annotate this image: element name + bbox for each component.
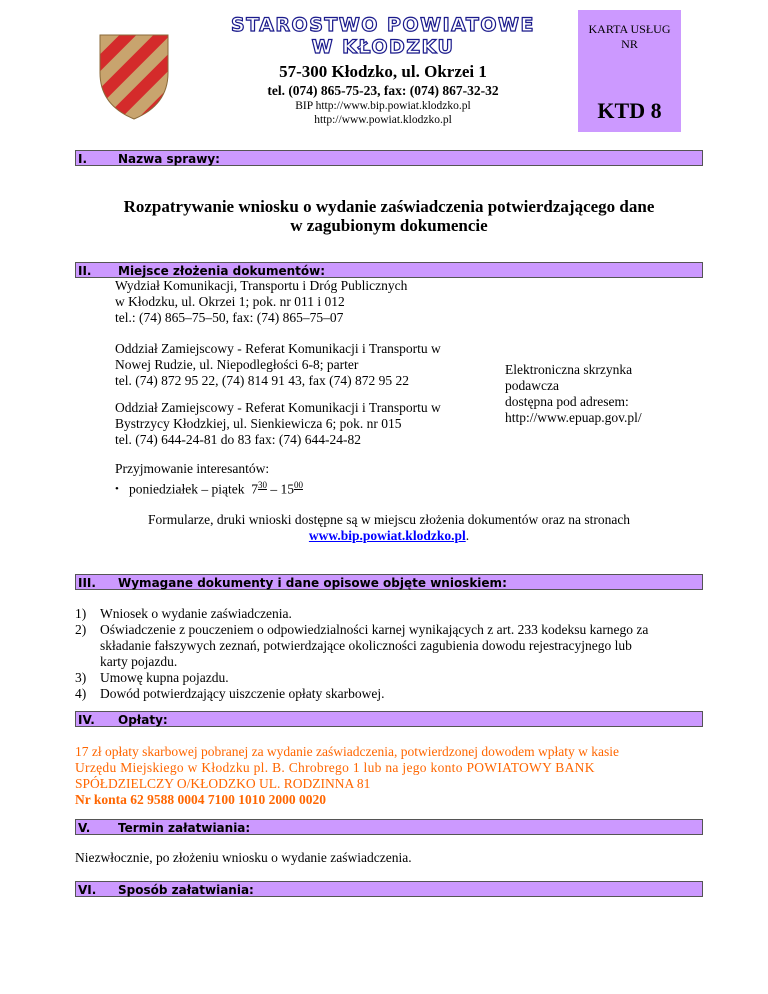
branch1-line3: tel. (74) 872 95 22, (74) 814 91 43, fax (74) 872 95 22 bbox=[115, 373, 409, 388]
section-6-header bbox=[75, 881, 703, 897]
epuap-line2: podawcza bbox=[505, 378, 559, 393]
case-title-line1: Rozpatrywanie wniosku o wydanie zaświadczenia potwierdzającego dane bbox=[123, 197, 655, 216]
section-3-label: Wymagane dokumenty i dane opisowe objęte wnioskiem: bbox=[118, 576, 507, 590]
section-4-header bbox=[75, 711, 703, 727]
section-4-label: Opłaty: bbox=[118, 713, 168, 727]
list-item: 2) Oświadczenie z pouczeniem o odpowiedzialności karnej wynikających z art. 233 kodeksu karnego za składanie fałszywych zeznań, potwierdzające okoliczności zagubienia dowodu rejestracyjnego lub karty pojazdu. bbox=[75, 622, 649, 669]
hours-end-minutes: 00 bbox=[293, 480, 303, 490]
branch2-line3: tel. (74) 644-24-81 do 83 fax: (74) 644-24-82 bbox=[115, 432, 361, 447]
forms-note-text: Formularze, druki wnioski dostępne są w miejscu złożenia dokumentów oraz na stronach bbox=[147, 512, 631, 527]
list-item: 4) Dowód potwierdzający uiszczenie opłaty skarbowej. bbox=[75, 686, 385, 701]
requirements-list bbox=[75, 606, 700, 702]
department-line3: tel.: (74) 865–75–50, fax: (74) 865–75–07 bbox=[115, 310, 344, 325]
section-2-label: Miejsce złożenia dokumentów: bbox=[118, 264, 326, 278]
card-code: KTD 8 bbox=[597, 98, 662, 123]
section-5-header bbox=[75, 819, 703, 835]
hours-days: poniedziałek – piątek bbox=[128, 481, 245, 497]
section-4-number: IV. bbox=[78, 713, 95, 727]
fees-account: Nr konta 62 9588 0004 7100 1010 2000 0020 bbox=[75, 792, 327, 807]
coat-of-arms-logo bbox=[98, 33, 170, 121]
section-6-number: VI. bbox=[78, 883, 97, 897]
department-address bbox=[115, 278, 407, 326]
epuap-line3: dostępna pod adresem: bbox=[505, 394, 629, 409]
fees-text bbox=[75, 744, 700, 808]
hours-row bbox=[115, 477, 303, 499]
section-2-number: II. bbox=[78, 264, 92, 278]
section-2-header bbox=[75, 262, 703, 278]
deadline-text: Niezwłocznie, po złożeniu wniosku o wydanie zaświadczenia. bbox=[75, 850, 412, 865]
branch1-line1: Oddział Zamiejscowy - Referat Komunikacji i Transportu w bbox=[115, 341, 441, 356]
header-www: http://www.powiat.klodzko.pl bbox=[314, 114, 452, 126]
section-1-label: Nazwa sprawy: bbox=[118, 152, 220, 166]
branch-bystrzyca bbox=[115, 400, 441, 448]
forms-link[interactable]: www.bip.powiat.klodzko.pl bbox=[308, 528, 466, 543]
header-title-line1: STAROSTWO POWIATOWE bbox=[231, 14, 535, 36]
section-6-label: Sposób załatwiania: bbox=[118, 883, 254, 897]
section-5-number: V. bbox=[78, 821, 91, 835]
section-5-label: Termin załatwiania: bbox=[118, 821, 251, 835]
opening-hours bbox=[115, 461, 303, 499]
bullet-icon: • bbox=[115, 482, 119, 495]
case-title bbox=[75, 197, 703, 235]
epuap-url: http://www.epuap.gov.pl/ bbox=[505, 410, 642, 425]
forms-note bbox=[75, 512, 703, 544]
card-label-2: NR bbox=[621, 37, 638, 51]
forms-link-suffix: . bbox=[465, 528, 470, 543]
section-1-number: I. bbox=[78, 152, 88, 166]
branch-nowa-ruda bbox=[115, 341, 441, 389]
header-bip: BIP http://www.bip.powiat.klodzko.pl bbox=[295, 100, 471, 112]
department-line2: w Kłodzku, ul. Okrzei 1; pok. nr 011 i 012 bbox=[115, 294, 345, 309]
branch2-line2: Bystrzycy Kłodzkiej, ul. Sienkiewicza 6; pok. nr 015 bbox=[115, 416, 402, 431]
epuap-line1: Elektroniczna skrzynka bbox=[505, 362, 633, 377]
list-item: 1) Wniosek o wydanie zaświadczenia. bbox=[75, 606, 292, 621]
service-card-box bbox=[578, 10, 681, 132]
branch2-line1: Oddział Zamiejscowy - Referat Komunikacji i Transportu w bbox=[115, 400, 441, 415]
section-3-number: III. bbox=[78, 576, 96, 590]
hours-end: 15 bbox=[280, 481, 294, 497]
section-3-header bbox=[75, 574, 703, 590]
header-title-line2: W KŁODZKU bbox=[311, 36, 455, 58]
hours-separator: – bbox=[266, 481, 281, 497]
header-address: 57-300 Kłodzko, ul. Okrzei 1 bbox=[279, 62, 487, 81]
hours-label: Przyjmowanie interesantów: bbox=[115, 461, 270, 476]
epuap-info bbox=[505, 362, 642, 426]
section-1-header bbox=[75, 150, 703, 166]
department-line1: Wydział Komunikacji, Transportu i Dróg Publicznych bbox=[115, 278, 408, 293]
branch1-line2: Nowej Rudzie, ul. Niepodległości 6-8; parter bbox=[115, 357, 359, 372]
hours-start-minutes: 30 bbox=[257, 480, 267, 490]
fees-line1: 17 zł opłaty skarbowej pobranej za wydanie zaświadczenia, potwierdzonej dowodem wpłaty w kasie bbox=[75, 744, 619, 759]
hours-start: 7 bbox=[251, 481, 258, 497]
list-item: 3) Umowę kupna pojazdu. bbox=[75, 670, 229, 685]
fees-line3: SPÓŁDZIELCZY O/KŁODZKO UL. RODZINNA 81 bbox=[75, 776, 371, 791]
fees-line2: Urzędu Miejskiego w Kłodzku pl. B. Chrobrego 1 lub na jego konto POWIATOWY BANK bbox=[75, 760, 595, 775]
header-phones: tel. (074) 865-75-23, fax: (074) 867-32-32 bbox=[267, 83, 499, 98]
card-label-1: KARTA USŁUG bbox=[588, 22, 671, 36]
case-title-line2: w zagubionym dokumencie bbox=[290, 216, 488, 235]
